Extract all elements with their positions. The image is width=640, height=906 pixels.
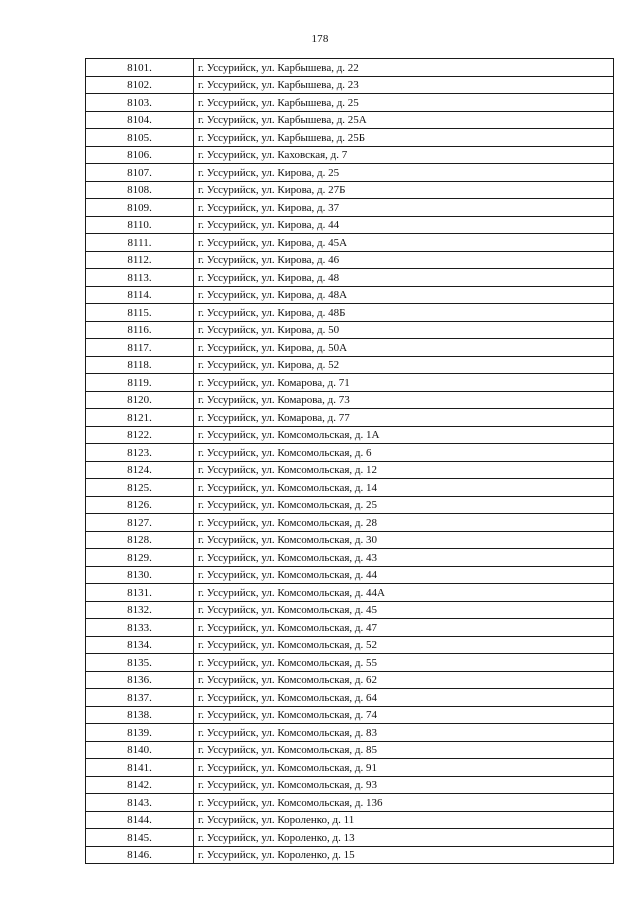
address-cell: г. Уссурийск, ул. Комсомольская, д. 74 — [194, 706, 614, 724]
address-cell: г. Уссурийск, ул. Кирова, д. 44 — [194, 216, 614, 234]
address-cell: г. Уссурийск, ул. Комсомольская, д. 12 — [194, 461, 614, 479]
table-row — [86, 111, 614, 129]
address-cell: г. Уссурийск, ул. Комсомольская, д. 30 — [194, 531, 614, 549]
row-number-cell: 8124. — [86, 461, 194, 479]
address-cell: г. Уссурийск, ул. Кирова, д. 45А — [194, 234, 614, 252]
row-number-cell: 8125. — [86, 479, 194, 497]
address-cell: г. Уссурийск, ул. Карбышева, д. 25 — [194, 94, 614, 112]
row-number-cell: 8134. — [86, 636, 194, 654]
address-cell: г. Уссурийск, ул. Кирова, д. 46 — [194, 251, 614, 269]
address-cell: г. Уссурийск, ул. Кирова, д. 52 — [194, 356, 614, 374]
address-cell: г. Уссурийск, ул. Комсомольская, д. 1А — [194, 426, 614, 444]
row-number-cell: 8115. — [86, 304, 194, 322]
address-cell: г. Уссурийск, ул. Комсомольская, д. 44 — [194, 566, 614, 584]
table-row — [86, 426, 614, 444]
row-number-cell: 8123. — [86, 444, 194, 462]
table-row — [86, 269, 614, 287]
row-number-cell: 8136. — [86, 671, 194, 689]
row-number-cell: 8139. — [86, 724, 194, 742]
address-cell: г. Уссурийск, ул. Комсомольская, д. 25 — [194, 496, 614, 514]
table-row — [86, 374, 614, 392]
address-cell: г. Уссурийск, ул. Комсомольская, д. 6 — [194, 444, 614, 462]
table-row — [86, 759, 614, 777]
table-row — [86, 391, 614, 409]
row-number-cell: 8108. — [86, 181, 194, 199]
address-cell: г. Уссурийск, ул. Кирова, д. 37 — [194, 199, 614, 217]
address-cell: г. Уссурийск, ул. Комарова, д. 73 — [194, 391, 614, 409]
row-number-cell: 8140. — [86, 741, 194, 759]
row-number-cell: 8111. — [86, 234, 194, 252]
table-row — [86, 356, 614, 374]
table-row — [86, 514, 614, 532]
table-row — [86, 234, 614, 252]
row-number-cell: 8146. — [86, 846, 194, 864]
address-cell: г. Уссурийск, ул. Кирова, д. 48Б — [194, 304, 614, 322]
row-number-cell: 8138. — [86, 706, 194, 724]
table-row — [86, 164, 614, 182]
table-row — [86, 619, 614, 637]
table-row — [86, 671, 614, 689]
table-row — [86, 216, 614, 234]
address-table-body — [86, 59, 614, 864]
table-row — [86, 59, 614, 77]
table-row — [86, 146, 614, 164]
address-table — [85, 58, 614, 864]
row-number-cell: 8137. — [86, 689, 194, 707]
address-cell: г. Уссурийск, ул. Комсомольская, д. 83 — [194, 724, 614, 742]
table-row — [86, 601, 614, 619]
address-cell: г. Уссурийск, ул. Комсомольская, д. 44А — [194, 584, 614, 602]
table-row — [86, 181, 614, 199]
row-number-cell: 8135. — [86, 654, 194, 672]
row-number-cell: 8129. — [86, 549, 194, 567]
table-row — [86, 461, 614, 479]
table-row — [86, 706, 614, 724]
table-row — [86, 479, 614, 497]
address-cell: г. Уссурийск, ул. Карбышева, д. 25А — [194, 111, 614, 129]
address-cell: г. Уссурийск, ул. Комсомольская, д. 28 — [194, 514, 614, 532]
row-number-cell: 8112. — [86, 251, 194, 269]
row-number-cell: 8119. — [86, 374, 194, 392]
row-number-cell: 8142. — [86, 776, 194, 794]
address-cell: г. Уссурийск, ул. Короленко, д. 15 — [194, 846, 614, 864]
table-row — [86, 724, 614, 742]
table-row — [86, 444, 614, 462]
table-row — [86, 94, 614, 112]
address-cell: г. Уссурийск, ул. Комсомольская, д. 62 — [194, 671, 614, 689]
table-row — [86, 584, 614, 602]
row-number-cell: 8120. — [86, 391, 194, 409]
row-number-cell: 8118. — [86, 356, 194, 374]
table-row — [86, 689, 614, 707]
row-number-cell: 8105. — [86, 129, 194, 147]
address-cell: г. Уссурийск, ул. Комарова, д. 77 — [194, 409, 614, 427]
table-row — [86, 76, 614, 94]
address-cell: г. Уссурийск, ул. Комсомольская, д. 85 — [194, 741, 614, 759]
row-number-cell: 8122. — [86, 426, 194, 444]
table-row — [86, 776, 614, 794]
table-row — [86, 199, 614, 217]
row-number-cell: 8145. — [86, 829, 194, 847]
address-cell: г. Уссурийск, ул. Кирова, д. 27Б — [194, 181, 614, 199]
row-number-cell: 8104. — [86, 111, 194, 129]
row-number-cell: 8114. — [86, 286, 194, 304]
row-number-cell: 8110. — [86, 216, 194, 234]
table-row — [86, 811, 614, 829]
address-cell: г. Уссурийск, ул. Карбышева, д. 25Б — [194, 129, 614, 147]
address-cell: г. Уссурийск, ул. Комарова, д. 71 — [194, 374, 614, 392]
address-cell: г. Уссурийск, ул. Комсомольская, д. 93 — [194, 776, 614, 794]
row-number-cell: 8127. — [86, 514, 194, 532]
row-number-cell: 8101. — [86, 59, 194, 77]
row-number-cell: 8109. — [86, 199, 194, 217]
address-cell: г. Уссурийск, ул. Каховская, д. 7 — [194, 146, 614, 164]
table-row — [86, 251, 614, 269]
address-cell: г. Уссурийск, ул. Кирова, д. 48А — [194, 286, 614, 304]
address-cell: г. Уссурийск, ул. Кирова, д. 50 — [194, 321, 614, 339]
table-row — [86, 566, 614, 584]
address-cell: г. Уссурийск, ул. Кирова, д. 48 — [194, 269, 614, 287]
row-number-cell: 8121. — [86, 409, 194, 427]
address-cell: г. Уссурийск, ул. Комсомольская, д. 14 — [194, 479, 614, 497]
row-number-cell: 8130. — [86, 566, 194, 584]
row-number-cell: 8126. — [86, 496, 194, 514]
row-number-cell: 8116. — [86, 321, 194, 339]
address-cell: г. Уссурийск, ул. Короленко, д. 13 — [194, 829, 614, 847]
row-number-cell: 8132. — [86, 601, 194, 619]
address-cell: г. Уссурийск, ул. Комсомольская, д. 136 — [194, 794, 614, 812]
table-row — [86, 531, 614, 549]
table-row — [86, 339, 614, 357]
table-row — [86, 304, 614, 322]
table-row — [86, 829, 614, 847]
table-row — [86, 846, 614, 864]
row-number-cell: 8113. — [86, 269, 194, 287]
row-number-cell: 8143. — [86, 794, 194, 812]
address-cell: г. Уссурийск, ул. Комсомольская, д. 64 — [194, 689, 614, 707]
address-cell: г. Уссурийск, ул. Комсомольская, д. 43 — [194, 549, 614, 567]
page-number: 178 — [311, 33, 329, 45]
address-cell: г. Уссурийск, ул. Кирова, д. 25 — [194, 164, 614, 182]
table-row — [86, 286, 614, 304]
table-row — [86, 549, 614, 567]
row-number-cell: 8106. — [86, 146, 194, 164]
address-cell: г. Уссурийск, ул. Кирова, д. 50А — [194, 339, 614, 357]
table-row — [86, 794, 614, 812]
row-number-cell: 8103. — [86, 94, 194, 112]
table-row — [86, 741, 614, 759]
table-row — [86, 129, 614, 147]
address-cell: г. Уссурийск, ул. Комсомольская, д. 45 — [194, 601, 614, 619]
row-number-cell: 8128. — [86, 531, 194, 549]
row-number-cell: 8107. — [86, 164, 194, 182]
row-number-cell: 8117. — [86, 339, 194, 357]
table-row — [86, 654, 614, 672]
row-number-cell: 8141. — [86, 759, 194, 777]
address-cell: г. Уссурийск, ул. Комсомольская, д. 47 — [194, 619, 614, 637]
row-number-cell: 8102. — [86, 76, 194, 94]
address-cell: г. Уссурийск, ул. Комсомольская, д. 91 — [194, 759, 614, 777]
table-row — [86, 636, 614, 654]
address-cell: г. Уссурийск, ул. Короленко, д. 11 — [194, 811, 614, 829]
row-number-cell: 8131. — [86, 584, 194, 602]
table-row — [86, 496, 614, 514]
table-row — [86, 321, 614, 339]
address-cell: г. Уссурийск, ул. Карбышева, д. 23 — [194, 76, 614, 94]
address-cell: г. Уссурийск, ул. Комсомольская, д. 52 — [194, 636, 614, 654]
table-row — [86, 409, 614, 427]
row-number-cell: 8133. — [86, 619, 194, 637]
row-number-cell: 8144. — [86, 811, 194, 829]
address-cell: г. Уссурийск, ул. Комсомольская, д. 55 — [194, 654, 614, 672]
address-cell: г. Уссурийск, ул. Карбышева, д. 22 — [194, 59, 614, 77]
